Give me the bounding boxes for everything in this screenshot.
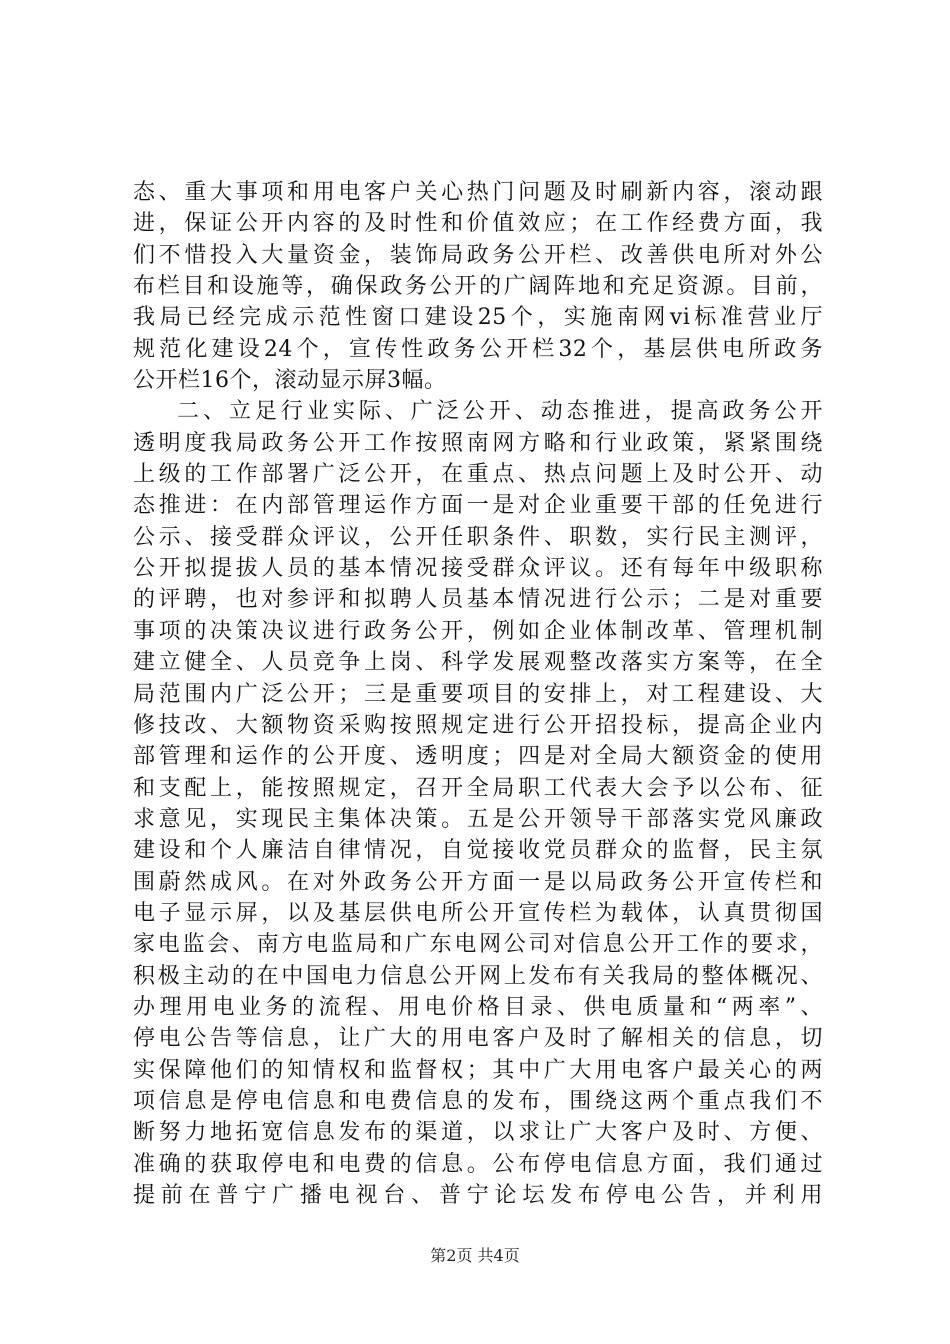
text-line: 积极主动的在中国电力信息公开网上发布有关我局的整体概况、	[133, 963, 823, 989]
document-body	[133, 177, 823, 1211]
text-line: 态、重大事项和用电客户关心热门问题及时刷新内容，滚动跟	[133, 180, 823, 205]
text-line: 事项的决策决议进行政务公开，例如企业体制改革、管理机制	[133, 618, 823, 644]
text-line: 断努力地拓宽信息发布的渠道，以求让广大客户及时、方便、	[133, 1120, 823, 1146]
text-line: 局范围内广泛公开；三是重要项目的安排上，对工程建设、大	[133, 681, 823, 707]
text-line: 求意见，实现民主集体决策。五是公开领导干部落实党风廉政	[133, 806, 823, 832]
text-line: 和支配上，能按照规定，召开全局职工代表大会予以公布、征	[133, 775, 823, 801]
text-line: 态推进：在内部管理运作方面一是对企业重要干部的任免进行	[133, 493, 823, 519]
text-line: 我局已经完成示范性窗口建设25个，实施南网vi标准营业厅	[133, 305, 823, 331]
text-line: 建立健全、人员竞争上岗、科学发展观整改落实方案等，在全	[133, 650, 823, 676]
text-line: 的评聘，也对参评和拟聘人员基本情况进行公示；二是对重要	[133, 587, 823, 613]
text-line: 透明度我局政务公开工作按照南网方略和行业政策，紧紧围绕	[133, 430, 823, 456]
text-line: 部管理和运作的公开度、透明度；四是对全局大额资金的使用	[133, 744, 823, 770]
text-line: 建设和个人廉洁自律情况，自觉接收党员群众的监督，民主氛	[133, 838, 823, 864]
section-heading-line: 二、立足行业实际、广泛公开、动态推进，提高政务公开	[177, 399, 823, 425]
text-line: 家电监会、南方电监局和广东电网公司对信息公开工作的要求，	[133, 932, 823, 958]
text-line: 修技改、大额物资采购按照规定进行公开招投标，提高企业内	[133, 712, 823, 738]
text-line: 办理用电业务的流程、用电价格目录、供电质量和“两率”、	[133, 994, 823, 1020]
text-line: 公示、接受群众评议，公开任职条件、职数，实行民主测评，	[133, 524, 823, 550]
text-line: 停电公告等信息，让广大的用电客户及时了解相关的信息，切	[133, 1026, 823, 1052]
text-line: 进，保证公开内容的及时性和价值效应；在工作经费方面，我	[133, 211, 823, 237]
text-line: 公开拟提拔人员的基本情况接受群众评议。还有每年中级职称	[133, 556, 823, 582]
text-line: 电子显示屏，以及基层供电所公开宣传栏为载体，认真贯彻国	[133, 900, 823, 926]
text-line: 项信息是停电信息和电费信息的发布，围绕这两个重点我们不	[133, 1088, 823, 1114]
text-line: 规范化建设24个，宣传性政务公开栏32个，基层供电所政务	[133, 336, 823, 362]
text-line: 准确的获取停电和电费的信息。公布停电信息方面，我们通过	[133, 1151, 823, 1177]
text-line: 围蔚然成风。在对外政务公开方面一是以局政务公开宣传栏和	[133, 869, 823, 895]
text-line: 提前在普宁广播电视台、普宁论坛发布停电公告，并利用	[133, 1183, 823, 1208]
text-line: 上级的工作部署广泛公开，在重点、热点问题上及时公开、动	[133, 462, 823, 488]
text-line: 公开栏16个，滚动显示屏3幅。	[133, 368, 447, 394]
text-line: 实保障他们的知情权和监督权；其中广大用电客户最关心的两	[133, 1057, 823, 1083]
text-line: 布栏目和设施等，确保政务公开的广阔阵地和充足资源。目前，	[133, 274, 823, 300]
page-number-footer: 第2页 共4页	[430, 1246, 520, 1265]
text-line: 们不惜投入大量资金，装饰局政务公开栏、改善供电所对外公	[133, 242, 823, 268]
